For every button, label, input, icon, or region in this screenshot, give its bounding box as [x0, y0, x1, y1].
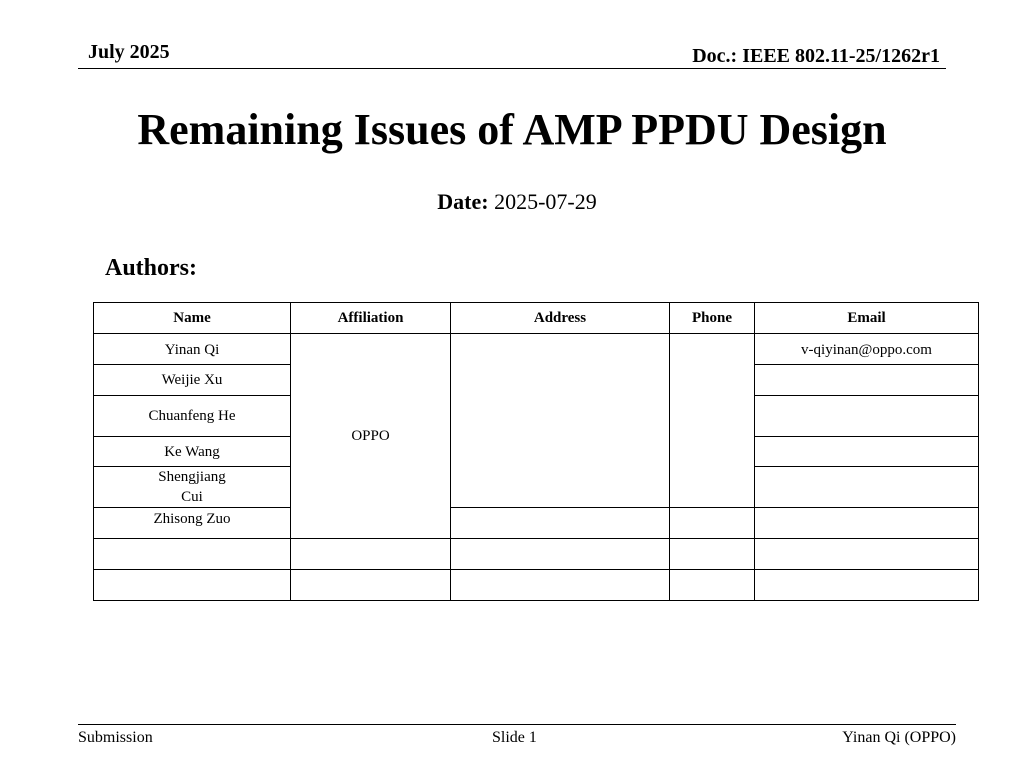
table-header-row — [94, 303, 979, 334]
phone-cell — [670, 334, 755, 508]
empty-cell — [451, 570, 670, 601]
footer-author: Yinan Qi (OPPO) — [842, 729, 956, 746]
phone-cell — [670, 508, 755, 539]
col-header-address: Address — [451, 303, 670, 334]
table-row — [94, 539, 979, 570]
email-cell — [755, 396, 979, 437]
email-cell — [755, 437, 979, 467]
empty-cell — [94, 570, 291, 601]
author-name-text: Shengjiang Cui — [158, 469, 226, 505]
empty-cell — [670, 570, 755, 601]
empty-cell — [670, 539, 755, 570]
author-name: Zhisong Zuo — [94, 508, 291, 539]
empty-cell — [451, 539, 670, 570]
email-cell — [755, 508, 979, 539]
empty-cell — [755, 570, 979, 601]
author-name: Ke Wang — [94, 437, 291, 467]
address-cell — [451, 508, 670, 539]
table-row — [94, 508, 979, 539]
footer-slide-number: Slide 1 — [492, 729, 537, 746]
col-header-name: Name — [94, 303, 291, 334]
author-email: v-qiyinan@oppo.com — [755, 334, 979, 365]
footer-submission: Submission — [78, 729, 153, 746]
author-name: Weijie Xu — [94, 365, 291, 396]
email-cell — [755, 365, 979, 396]
footer-divider — [78, 724, 956, 725]
author-name-text: Chuanfeng He — [148, 408, 236, 424]
col-header-affiliation: Affiliation — [291, 303, 451, 334]
date-label: Date: — [437, 189, 489, 214]
col-header-phone: Phone — [670, 303, 755, 334]
address-cell — [451, 334, 670, 508]
author-name: Yinan Qi — [94, 334, 291, 365]
empty-cell — [291, 570, 451, 601]
date-value: 2025-07-29 — [494, 189, 597, 214]
header-date: July 2025 — [88, 41, 170, 63]
email-cell — [755, 467, 979, 508]
authors-table — [93, 302, 979, 601]
table-row — [94, 570, 979, 601]
author-name — [94, 396, 291, 437]
table-row — [94, 334, 979, 365]
empty-cell — [94, 539, 291, 570]
empty-cell — [755, 539, 979, 570]
header-divider — [78, 68, 946, 69]
header-doc-number: Doc.: IEEE 802.11-25/1262r1 — [692, 45, 940, 67]
affiliation-cell: OPPO — [291, 334, 451, 539]
authors-heading: Authors: — [105, 255, 198, 281]
col-header-email: Email — [755, 303, 979, 334]
slide-title: Remaining Issues of AMP PPDU Design — [137, 105, 887, 154]
date-line — [0, 188, 1024, 216]
empty-cell — [291, 539, 451, 570]
author-name — [94, 467, 291, 508]
